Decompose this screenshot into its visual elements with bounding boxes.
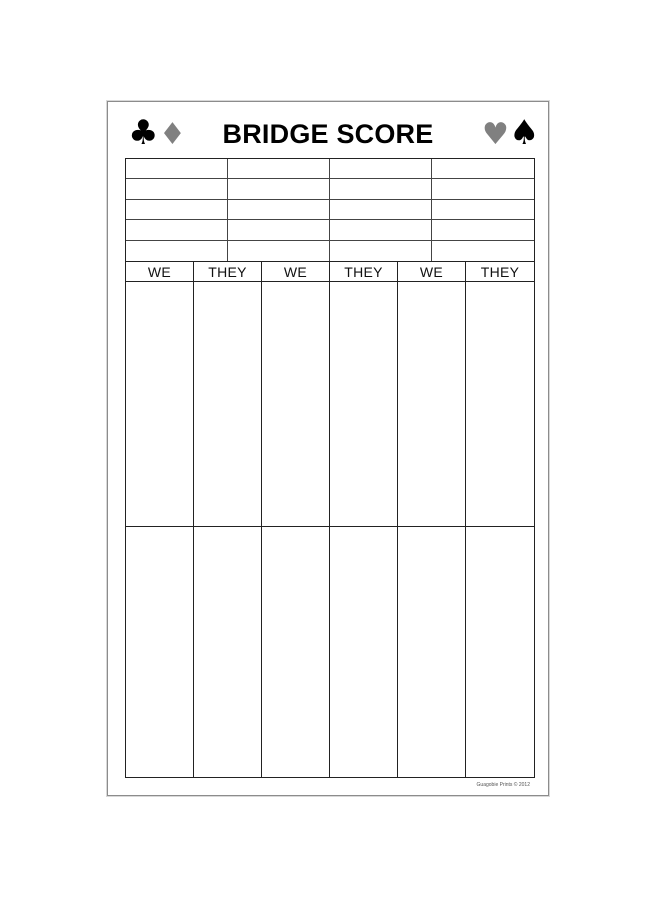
above-line-cell[interactable] [194,282,262,527]
column-header-they: THEY [330,262,398,282]
diamond-icon: ♦ [159,117,186,152]
sheet-header [108,102,548,158]
name-cell[interactable] [330,200,432,220]
below-line-cell[interactable] [126,527,194,777]
player-names-grid [125,158,535,262]
name-cell[interactable] [228,200,330,220]
name-cell[interactable] [330,179,432,199]
name-cell[interactable] [432,220,534,240]
name-cell[interactable] [126,159,228,179]
name-cell[interactable] [126,220,228,240]
name-cell[interactable] [432,241,534,261]
name-cell[interactable] [126,241,228,261]
column-header-we: WE [262,262,330,282]
heart-icon: ♥ [482,117,509,152]
column-header-we: WE [126,262,194,282]
name-cell[interactable] [432,159,534,179]
name-cell[interactable] [330,159,432,179]
name-cell[interactable] [228,241,330,261]
score-sheet [107,101,549,796]
column-header-they: THEY [194,262,262,282]
column-header-they: THEY [466,262,534,282]
copyright-note: Guagobie Prints © 2012 [476,782,530,788]
name-cell[interactable] [228,220,330,240]
name-cell[interactable] [126,200,228,220]
below-line-cell[interactable] [262,527,330,777]
above-line-cell[interactable] [398,282,466,527]
below-line-cell[interactable] [466,527,534,777]
name-cell[interactable] [330,220,432,240]
below-line-cell[interactable] [194,527,262,777]
below-line-cell[interactable] [330,527,398,777]
name-cell[interactable] [432,200,534,220]
above-line-cell[interactable] [466,282,534,527]
page-title: BRIDGE SCORE [222,119,434,149]
column-header-we: WE [398,262,466,282]
name-cell[interactable] [432,179,534,199]
name-cell[interactable] [228,179,330,199]
name-cell[interactable] [330,241,432,261]
name-cell[interactable] [228,159,330,179]
spade-icon: ♠ [509,113,540,153]
above-line-cell[interactable] [330,282,398,527]
above-line-cell[interactable] [262,282,330,527]
score-table [125,262,535,778]
club-icon: ♣ [128,113,159,153]
above-line-cell[interactable] [126,282,194,527]
below-line-cell[interactable] [398,527,466,777]
name-cell[interactable] [126,179,228,199]
